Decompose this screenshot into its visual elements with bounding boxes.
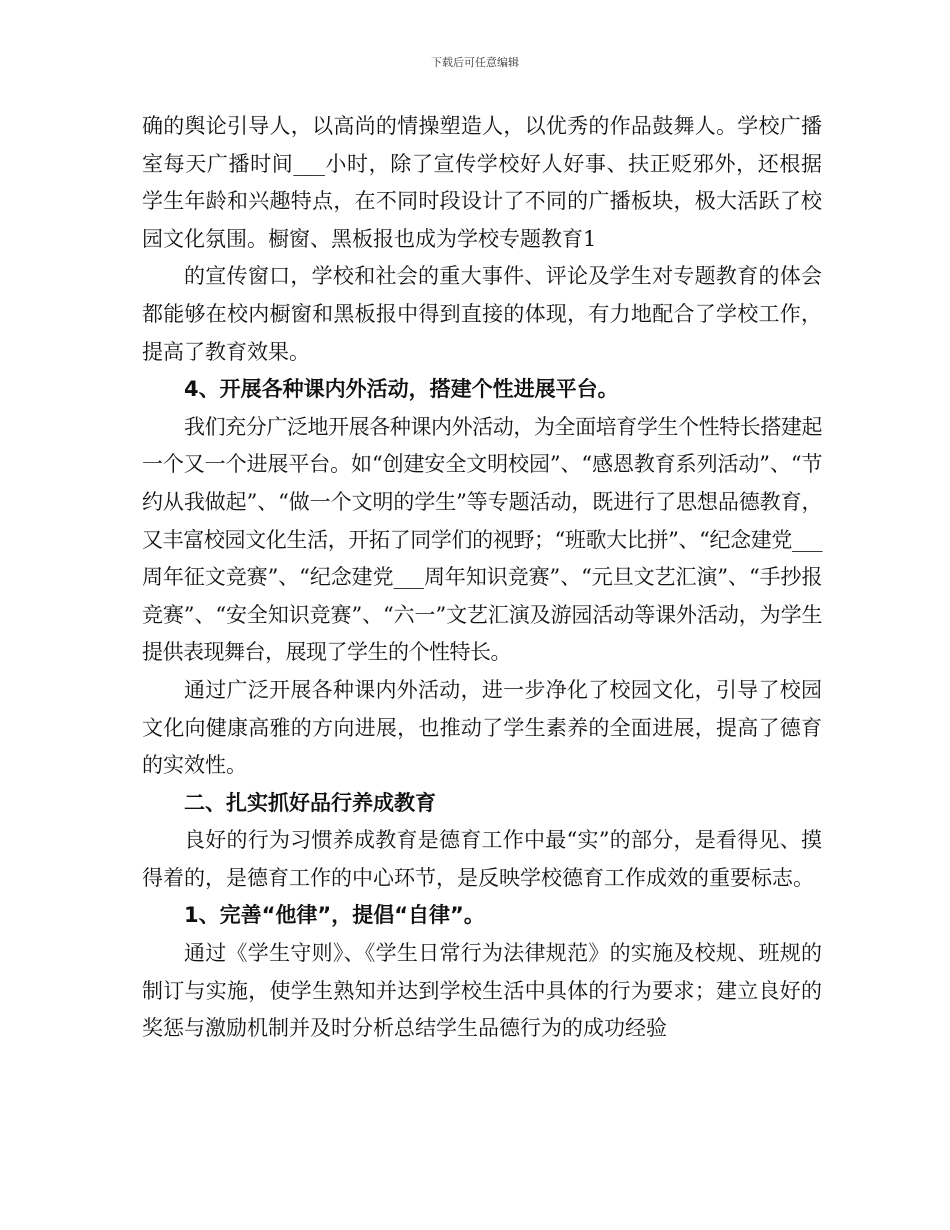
paragraph-3: 我们充分广泛地开展各种课内外活动，为全面培育学生个性特长搭建起一个又一个进展平台。如“创建安全文明校园”、“感恩教育系列活动”、“节约从我做起”、“做一个文明的学生”等专题活动，既进行了思想品德教育，又丰富校园文化生活，开拓了同学们的视野；“班歌大比拼”、“纪念建党___周年征文竞赛”、“纪念建党___周年知识竞赛”、“元旦文艺汇演”、“手抄报竞赛”、“安全知识竞赛”、“六一”文艺汇演及游园活动等课外活动，为学生提供表现舞台，展现了学生的个性特长。: [142, 414, 822, 665]
document-body: [142, 108, 822, 1048]
section-heading-4: 4、开展各种课内外活动，搭建个性进展平台。: [184, 377, 619, 402]
page-header: 下载后可任意编辑: [431, 56, 519, 69]
paragraph-4: 通过广泛开展各种课内外活动，进一步净化了校园文化，引导了校园文化向健康高雅的方向进展，也推动了学生素养的全面进展，提高了德育的实效性。: [142, 677, 822, 778]
subsection-heading-1: 1、完善“他律”，提倡“自律”。: [184, 903, 485, 928]
paragraph-2: 的宣传窗口，学校和社会的重大事件、评论及学生对专题教育的体会都能够在校内橱窗和黑板报中得到直接的体现，有力地配合了学校工作，提高了教育效果。: [142, 264, 822, 364]
section-heading-2: 二、扎实抓好品行养成教育: [184, 790, 436, 815]
paragraph-6: 通过《学生守则》、《学生日常行为法律规范》的实施及校规、班规的制订与实施，使学生熟知并达到学校生活中具体的行为要求；建立良好的奖惩与激励机制并及时分析总结学生品德行为的成功经验: [142, 941, 822, 1041]
paragraph-5: 良好的行为习惯养成教育是德育工作中最“实”的部分，是看得见、摸得着的，是德育工作的中心环节，是反映学校德育工作成效的重要标志。: [142, 828, 822, 890]
paragraph-1: 确的舆论引导人，以高尚的情操塑造人，以优秀的作品鼓舞人。学校广播室每天广播时间___小时，除了宣传学校好人好事、扶正贬邪外，还根据学生年龄和兴趣特点，在不同时段设计了不同的广播板块，极大活跃了校园文化氛围。橱窗、黑板报也成为学校专题教育1: [142, 114, 822, 251]
